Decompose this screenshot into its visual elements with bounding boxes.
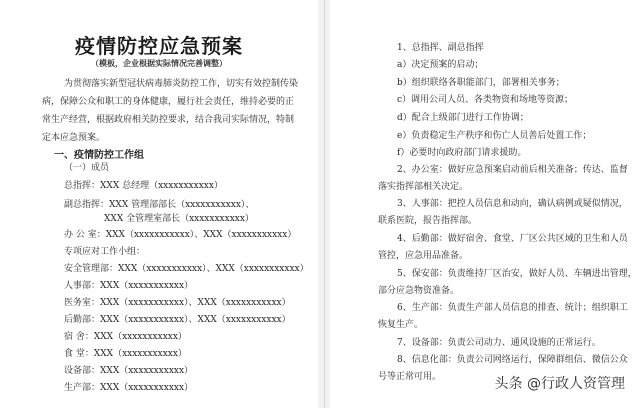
document-title: 疫情防控应急预案 — [75, 34, 243, 58]
duty-line: a）决定预案的启动； — [397, 60, 484, 70]
duty-line: 4、后勤部：做好宿舍、食堂、厂区公共区域的卫生和人员 — [397, 234, 628, 244]
duty-line: 7、设备部：负责公司动力、通风设施的正常运行。 — [397, 338, 601, 348]
duty-line: f）必要时向政府部门请求援助。 — [397, 148, 527, 158]
left-page — [0, 0, 318, 408]
source-watermark: 头条 @行政人资管理 — [492, 372, 628, 394]
member-line: 办 公 室：XXX（xxxxxxxxxxx）、XXX（xxxxxxxxxxx） — [64, 230, 297, 240]
intro-line: 病，保障公众和职工的身体健康，履行社会责任，维持必要的正 — [42, 97, 295, 107]
member-line: 安全管理部：XXX（xxxxxxxxxxx）、XXX（xxxxxxxxxxx） — [64, 264, 309, 274]
subsection-heading: （一）成员 — [64, 163, 110, 173]
member-line: 专项应对工作小组： — [64, 247, 146, 257]
intro-line: 为贯彻落实新型冠状病毒肺炎防控工作，切实有效控制传染 — [64, 79, 299, 89]
duty-line: 8、信息化部：负责公司网络运行，保障群组信、微信公众 — [397, 355, 628, 365]
intro-line: 定本应急预案。 — [42, 133, 106, 143]
duty-line: d）配合上级部门进行工作协调； — [397, 113, 529, 123]
duty-line: 落实指挥部相关决定。 — [378, 182, 469, 192]
section-heading: 一、疫情防控工作组 — [54, 150, 144, 161]
duty-line: 部分应急物资准备。 — [378, 286, 460, 296]
member-line: 副总指挥：XXX 管理部部长（xxxxxxxxxxx）、 — [64, 200, 255, 210]
member-line: 后勤部：XXX（xxxxxxxxxxx）、XXX（xxxxxxxxxxx） — [64, 315, 291, 325]
duty-line: 联系医院，报告指挥部。 — [378, 216, 478, 226]
duty-line: 号等正常可用。 — [378, 372, 442, 382]
member-line: 人事部：XXX（xxxxxxxxxxx） — [64, 281, 194, 291]
duty-line: 3、人事部：把控人员信息和动向，确认病例或疑似情况， — [397, 199, 628, 209]
member-line: 宿 舍：XXX（xxxxxxxxxxx） — [64, 332, 187, 342]
duty-line: 管控，应急用品准备。 — [378, 251, 469, 261]
document-subtitle: （模板，企业根据实际情况完善调整） — [91, 58, 227, 68]
right-page — [330, 0, 640, 408]
member-line: 食 堂：XXX（xxxxxxxxxxx） — [64, 349, 187, 359]
duty-line: c）调用公司人员、各类物资和场地等资源； — [397, 95, 574, 105]
member-line: 总指挥：XXX 总经理（xxxxxxxxxxx） — [64, 181, 223, 191]
duty-line: e）负责稳定生产秩序和伤亡人员善后处置工作； — [397, 131, 592, 141]
duty-line: 1、总指挥、副总指挥 — [397, 43, 484, 53]
member-line: 生产部：XXX（xxxxxxxxxxx） — [64, 383, 194, 393]
member-line: 医务室：XXX（xxxxxxxxxxx）、XXX（xxxxxxxxxxx） — [64, 298, 291, 308]
duty-line: 6、生产部：负责生产部人员信息的排查、统计；组织职工 — [397, 303, 628, 313]
intro-line: 常生产经营，根据政府相关防控要求，结合我司实际情况，特制 — [42, 115, 295, 125]
duty-line: 恢复生产。 — [378, 320, 424, 330]
member-line: 设备部：XXX（xxxxxxxxxxx） — [64, 366, 194, 376]
member-line: XXX 全管理室部长（xxxxxxxxxxx） — [104, 214, 254, 224]
duty-line: 2、办公室：做好应急预案启动前后相关准备；传达、监督 — [397, 165, 628, 175]
page-gutter — [319, 0, 330, 408]
duty-line: 5、保安部：负责维持厂区治安，做好人员、车辆进出管理， — [397, 269, 637, 279]
duty-line: b）组织联络各职能部门，部署相关事务； — [397, 78, 565, 88]
